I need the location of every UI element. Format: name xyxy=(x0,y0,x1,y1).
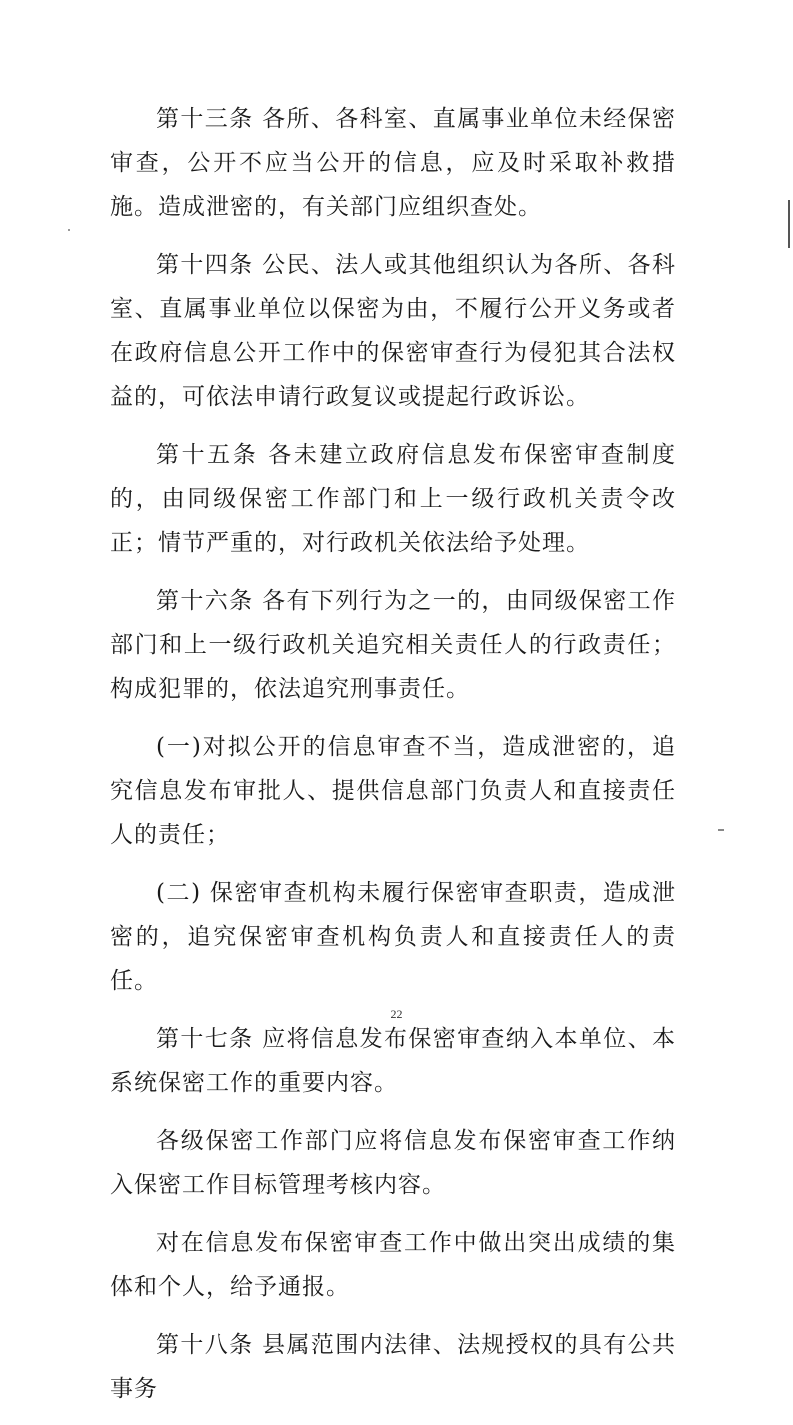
article-15-paragraph: 第十五条 各未建立政府信息发布保密审查制度的，由同级保密工作部门和上一级行政机关责令改正；情节严重的，对行政机关依法给予处理。 xyxy=(110,442,676,556)
article-13-paragraph: 第十三条 各所、各科室、直属事业单位未经保密审查，公开不应当公开的信息，应及时采取补救措施。造成泄密的，有关部门应组织查处。 xyxy=(110,106,676,220)
scan-artifact-right-edge xyxy=(788,200,790,248)
article-14-paragraph: 第十四条 公民、法人或其他组织认为各所、各科室、直属事业单位以保密为由，不履行公开义务或者在政府信息公开工作中的保密审查行为侵犯其合法权益的，可依法申请行政复议或提起行政诉讼。 xyxy=(110,252,676,410)
article-18-paragraph: 第十八条 县属范围内法律、法规授权的具有公共事务 xyxy=(110,1332,676,1402)
document-body xyxy=(110,97,676,1425)
article-17-paragraph: 第十七条 应将信息发布保密审查纳入本单位、本系统保密工作的重要内容。 xyxy=(110,1026,676,1096)
scan-artifact-right-dash xyxy=(718,829,724,831)
article-17-clause-2: 各级保密工作部门应将信息发布保密审查工作纳入保密工作目标管理考核内容。 xyxy=(110,1128,676,1198)
page-number: 22 xyxy=(390,1007,403,1021)
article-16-item-1: (一)对拟公开的信息审查不当，造成泄密的，追究信息发布审批人、提供信息部门负责人和直接责任人的责任； xyxy=(110,734,676,848)
article-17-clause-3: 对在信息发布保密审查工作中做出突出成绩的集体和个人，给予通报。 xyxy=(110,1230,676,1300)
article-16-item-2: (二) 保密审查机构未履行保密审查职责，造成泄密的，追究保密审查机构负责人和直接责任人的责任。 xyxy=(110,880,676,994)
article-16-paragraph: 第十六条 各有下列行为之一的，由同级保密工作部门和上一级行政机关追究相关责任人的行政责任；构成犯罪的，依法追究刑事责任。 xyxy=(110,588,676,702)
scan-artifact-left-dot xyxy=(68,229,70,231)
